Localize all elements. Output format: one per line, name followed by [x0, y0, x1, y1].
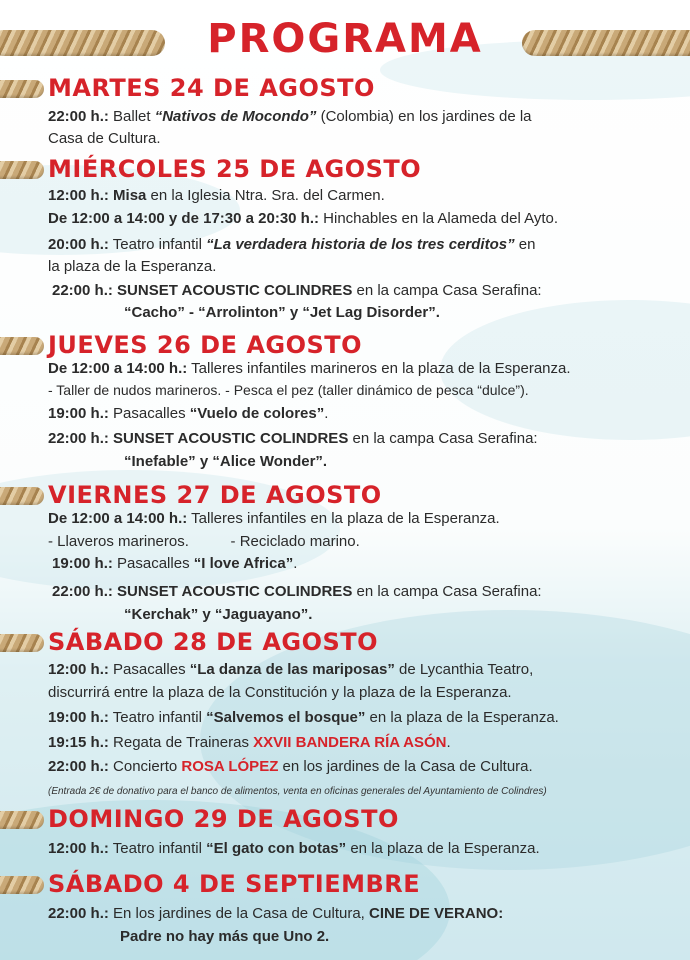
event-line: 12:00 h.: Pasacalles “La danza de las mariposas” de Lycanthia Teatro, [48, 661, 534, 678]
event-line: Casa de Cultura. [48, 130, 161, 147]
event-line: 22:00 h.: Concierto ROSA LÓPEZ en los jardines de la Casa de Cultura. [48, 758, 533, 775]
event-line: “Cacho” - “Arrolinton” y “Jet Lag Disorder”. [124, 304, 440, 321]
event-line: Padre no hay más que Uno 2. [120, 928, 330, 945]
day-heading: DOMINGO 29 DE AGOSTO [48, 805, 399, 833]
event-line: 22:00 h.: Ballet “Nativos de Mocondo” (Colombia) en los jardines de la [48, 108, 532, 125]
event-line: - Taller de nudos marineros. - Pesca el pez (taller dinámico de pesca “dulce”). [48, 382, 529, 398]
rope-bullet [0, 80, 44, 98]
event-line: 12:00 h.: Misa en la Iglesia Ntra. Sra. del Carmen. [48, 187, 385, 204]
event-line: De 12:00 a 14:00 h.: Talleres infantiles en la plaza de la Esperanza. [48, 510, 500, 527]
event-line: De 12:00 a 14:00 y de 17:30 a 20:30 h.: Hinchables en la Alameda del Ayto. [48, 210, 559, 227]
rope-bullet [0, 337, 44, 355]
event-line: 19:00 h.: Pasacalles “Vuelo de colores”. [48, 405, 329, 422]
event-line: 22:00 h.: SUNSET ACOUSTIC COLINDRES en la campa Casa Serafina: [52, 282, 542, 299]
event-line: “Kerchak” y “Jaguayano”. [124, 606, 313, 623]
rope-bullet [0, 876, 44, 894]
event-line: De 12:00 a 14:00 h.: Talleres infantiles marineros en la plaza de la Esperanza. [48, 360, 571, 377]
event-line: 19:15 h.: Regata de Traineras XXVII BANDERA RÍA ASÓN. [48, 734, 451, 751]
day-heading: MARTES 24 DE AGOSTO [48, 74, 375, 102]
donation-note: (Entrada 2€ de donativo para el banco de alimentos, venta en oficinas generales del Ayuntamiento de Colindres) [48, 786, 547, 797]
event-line: 20:00 h.: Teatro infantil “La verdadera historia de los tres cerditos” en [48, 236, 536, 253]
rope-bullet [0, 634, 44, 652]
event-line: 19:00 h.: Teatro infantil “Salvemos el bosque” en la plaza de la Esperanza. [48, 709, 559, 726]
event-line: 12:00 h.: Teatro infantil “El gato con botas” en la plaza de la Esperanza. [48, 840, 540, 857]
event-line: “Inefable” y “Alice Wonder”. [124, 453, 328, 470]
rope-bullet [0, 811, 44, 829]
event-line: la plaza de la Esperanza. [48, 258, 217, 275]
event-line: 22:00 h.: En los jardines de la Casa de Cultura, CINE DE VERANO: [48, 905, 504, 922]
event-line: 19:00 h.: Pasacalles “I love Africa”. [52, 555, 298, 572]
rope-bullet [0, 161, 44, 179]
day-heading: SÁBADO 28 DE AGOSTO [48, 628, 379, 656]
event-line: discurrirá entre la plaza de la Constitución y la plaza de la Esperanza. [48, 684, 512, 701]
day-heading: SÁBADO 4 DE SEPTIEMBRE [48, 870, 421, 898]
event-line: 22:00 h.: SUNSET ACOUSTIC COLINDRES en la campa Casa Serafina: [52, 583, 542, 600]
day-heading: JUEVES 26 DE AGOSTO [48, 331, 363, 359]
day-heading: MIÉRCOLES 25 DE AGOSTO [48, 155, 422, 183]
event-line: - Llaveros marineros. - Reciclado marino. [48, 533, 360, 550]
event-line: 22:00 h.: SUNSET ACOUSTIC COLINDRES en la campa Casa Serafina: [48, 430, 538, 447]
rope-bullet [0, 487, 44, 505]
day-heading: VIERNES 27 DE AGOSTO [48, 481, 382, 509]
page-title: PROGRAMA [207, 16, 483, 62]
